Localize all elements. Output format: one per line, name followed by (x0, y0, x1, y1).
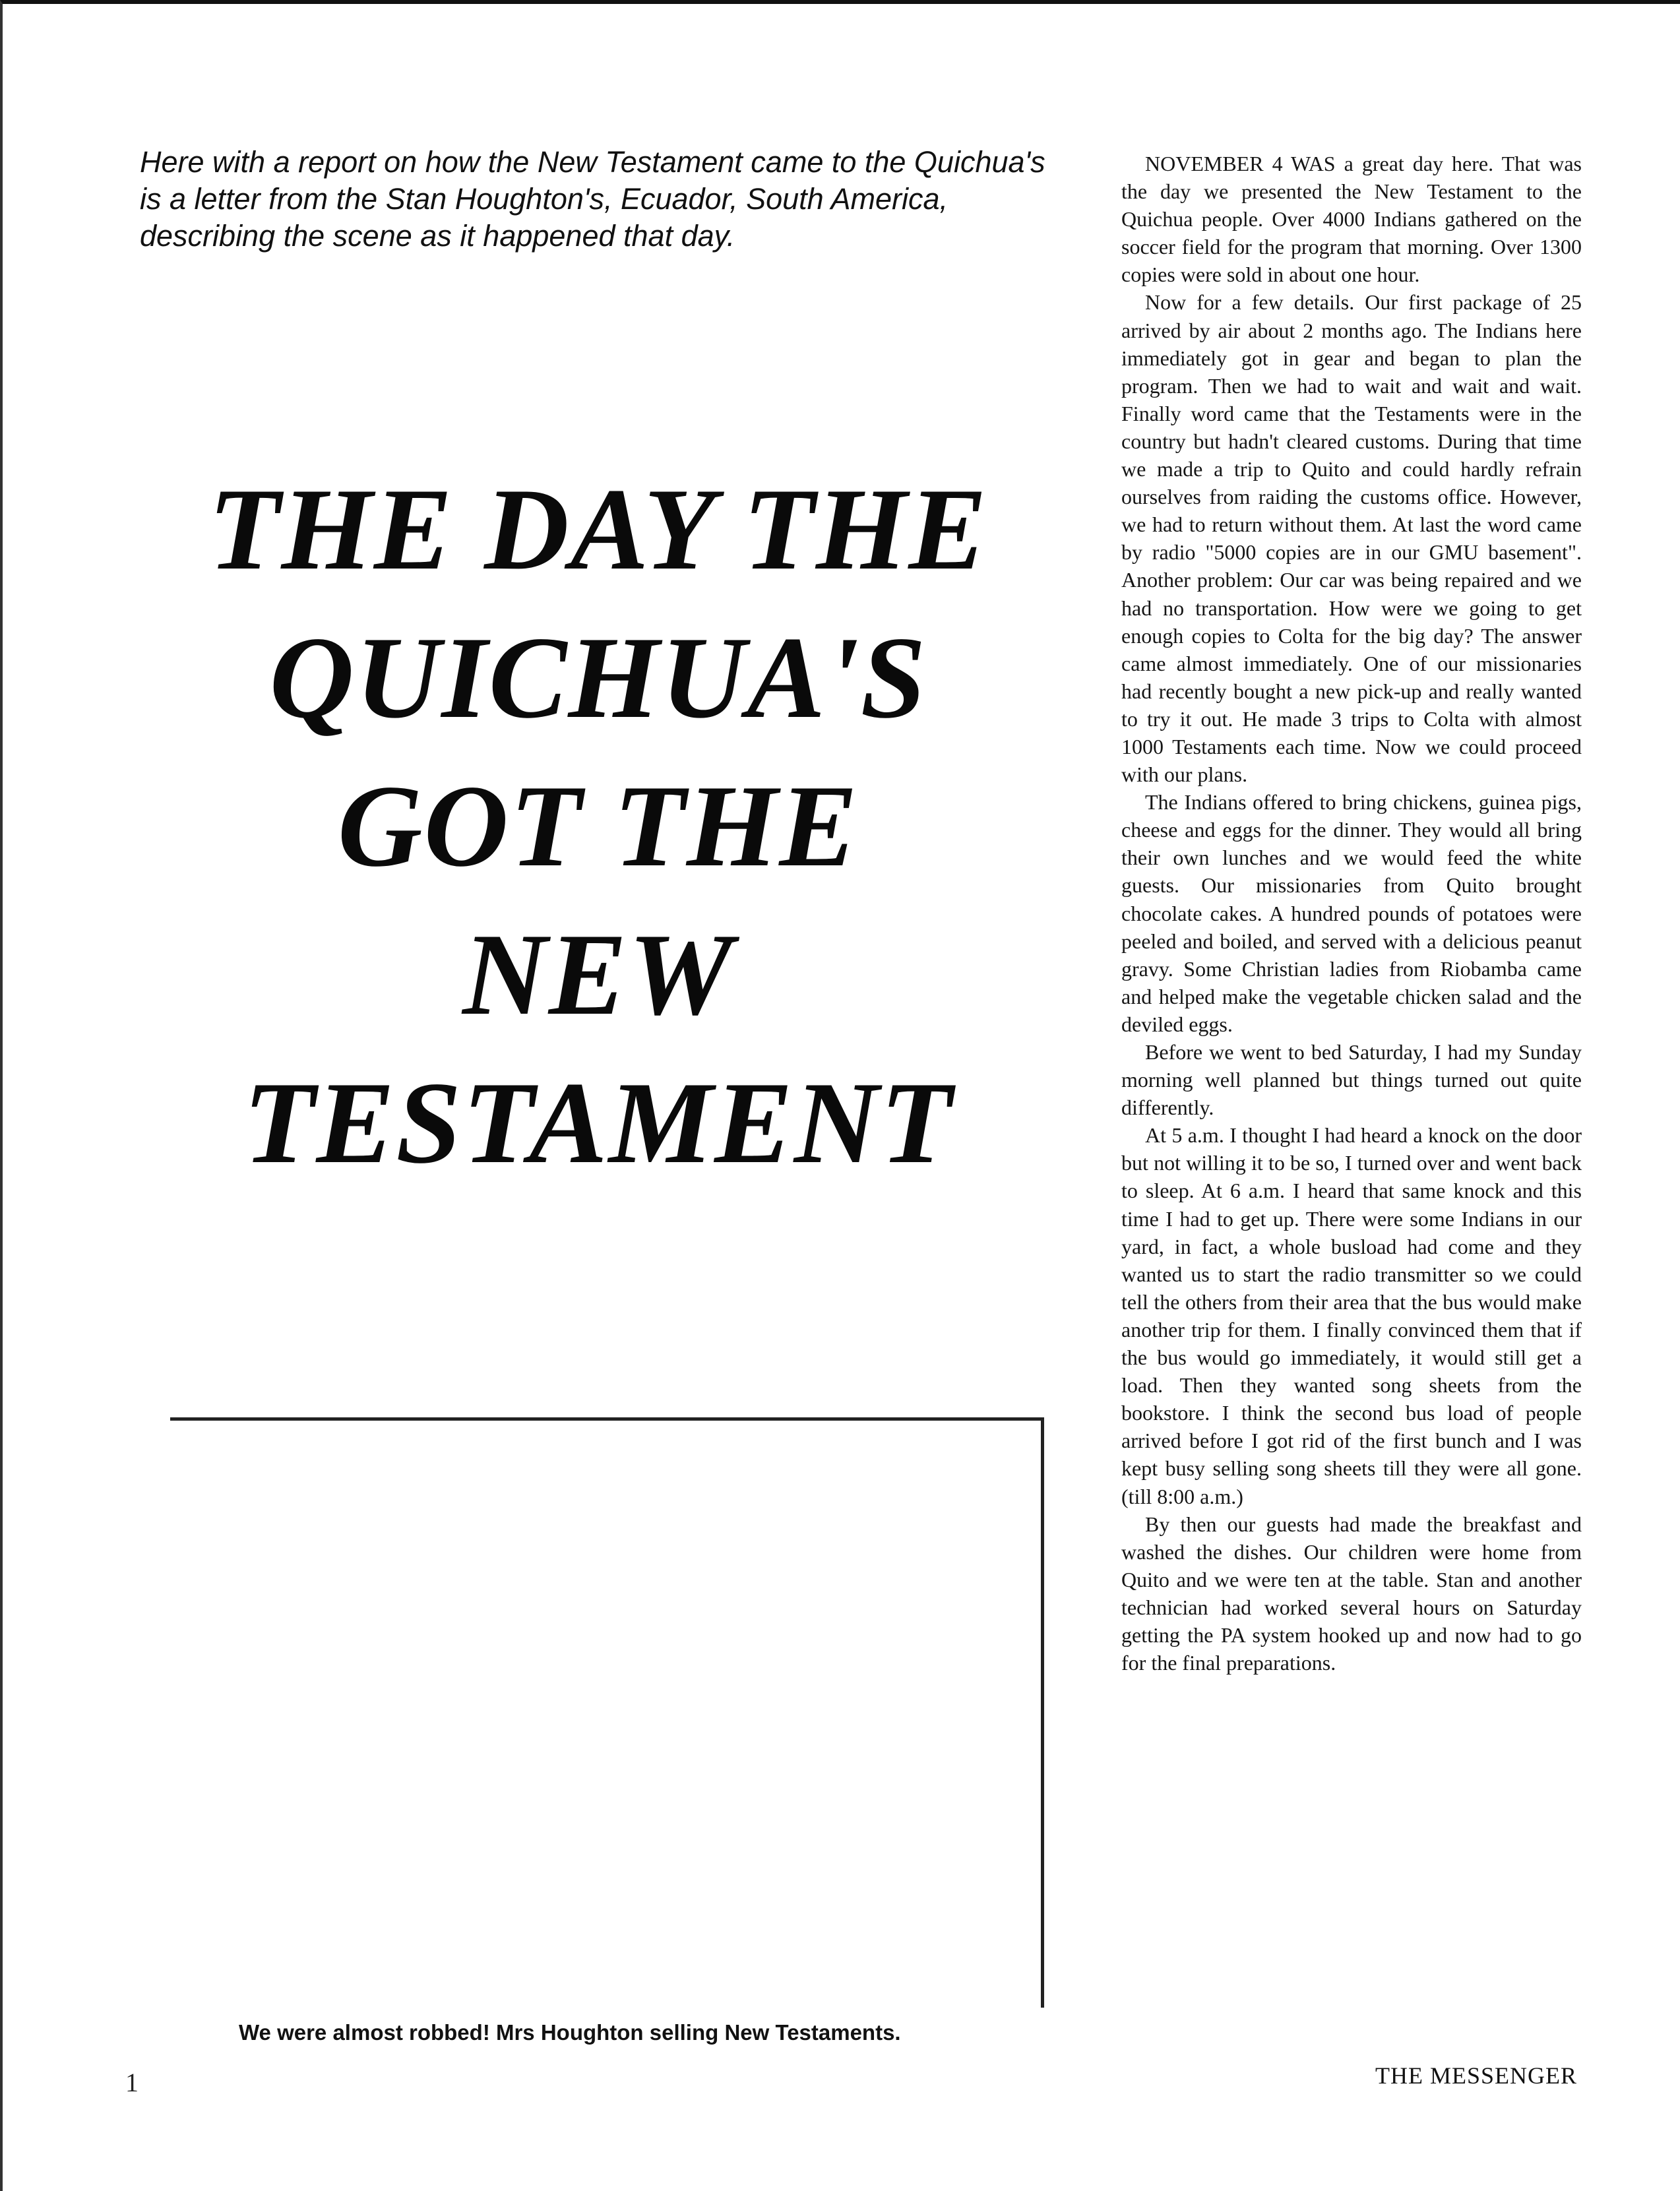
headline-line-3: GOT THE (337, 760, 859, 891)
photo-frame (170, 1417, 1044, 2008)
article-body (1121, 150, 1582, 1677)
article-headline (140, 455, 1057, 1197)
body-paragraph-6: By then our guests had made the breakfast and washed the dishes. Our children were home from Quito and we were ten at the table. Stan and another technician had worked several hours on Saturday getting the PA system hooked up and now had to go for the final preparations. (1121, 1512, 1582, 1675)
publication-name: THE MESSENGER (1375, 2062, 1577, 2089)
body-paragraph-2: Now for a few details. Our first package of 25 arrived by air about 2 months ago. The Indians here immediately got in gear and began to plan the program. Then we had to wait and wait and wait. Finally word came that the Testaments were in the country but hadn't cleared customs. During that time we made a trip to Quito and could hardly refrain ourselves from raiding the customs office. However, we had to return without them. At last the word came by radio "5000 copies are in our GMU basement". Another problem: Our car was being repaired and we had no transportation. How were we going to get enough copies to Colta for the big day? The answer came almost immediately. One of our missionaries had recently bought a new pick-up and really wanted to try it out. He made 3 trips to Colta with almost 1000 Testaments each time. Now we could proceed with our plans. (1121, 290, 1582, 787)
photo-caption: We were almost robbed! Mrs Houghton selling New Testaments. (239, 2020, 901, 2045)
body-paragraph-4: Before we went to bed Saturday, I had my Sunday morning well planned but things turned out quite differently. (1121, 1040, 1582, 1120)
headline-line-5: TESTAMENT (243, 1057, 954, 1188)
headline-line-2: QUICHUA'S (269, 612, 927, 743)
headline-line-1: THE DAY THE (208, 464, 989, 594)
body-paragraph-5: At 5 a.m. I thought I had heard a knock on the door but not willing it to be so, I turned over and went back to sleep. At 6 a.m. I heard that same knock and this time I had to get up. There were some Indians in our yard, in fact, a whole busload had come and they wanted us to start the radio transmitter so we could tell the others from their area that the bus would make another trip for them. I finally convinced them that if the bus would go immediately, it would still get a load. Then they wanted song sheets from the bookstore. I think the second bus load of people arrived before I got rid of the first bunch and I was kept busy selling song sheets till they were all gone. (till 8:00 a.m.) (1121, 1123, 1582, 1508)
body-paragraph-1: NOVEMBER 4 WAS a great day here. That was the day we presented the New Testament to the Quichua people. Over 4000 Indians gathered on the soccer field for the program that morning. Over 1300 copies were sold in about one hour. (1121, 152, 1582, 287)
headline-line-4: NEW (462, 909, 734, 1039)
page-number: 1 (125, 2068, 139, 2097)
intro-paragraph: Here with a report on how the New Testament came to the Quichua's is a letter from the Stan Houghton's, Ecuador, South America, describing the scene as it happened that day. (140, 145, 1045, 253)
body-paragraph-3: The Indians offered to bring chickens, guinea pigs, cheese and eggs for the dinner. They would all bring their own lunches and we would feed the white guests. Our missionaries from Quito brought chocolate cakes. A hundred pounds of potatoes were peeled and boiled, and served with a delicious peanut gravy. Some Christian ladies from Riobamba came and helped make the vegetable chicken salad and the deviled eggs. (1121, 790, 1582, 1036)
